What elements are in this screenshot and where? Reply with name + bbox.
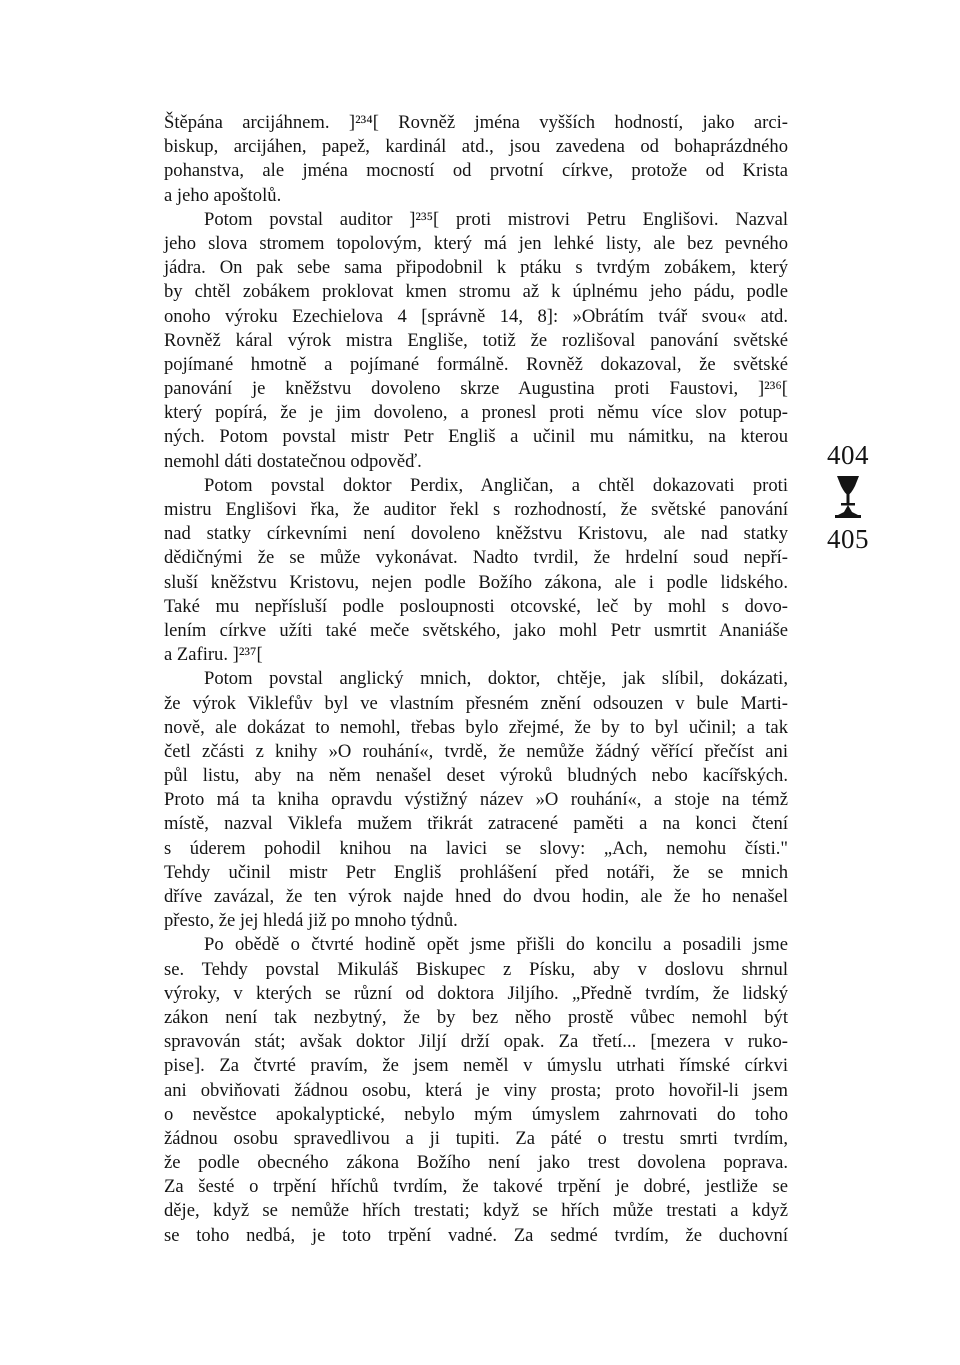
- text-line: sluší kněžstvu Kristovu, nejen podle Božího zákona, ale i podle lidského.: [164, 571, 788, 593]
- text-line: mistru Englišovi řka, že auditor řekl s rozhodností, že světské panování: [164, 499, 788, 520]
- text-line: se toho nedbá, je toto trpění vadné. Za sedmé tvrdím, že duchovní: [164, 1224, 788, 1246]
- margin-pagination: [818, 440, 878, 554]
- text-line: pise]. Za čtvrté pravím, že jsem neměl v úmyslu utrhati římské církvi: [164, 1055, 788, 1077]
- text-line: výroky, v kterých se různí od doktora Jiljího. „Předně tvrdím, že lidský: [164, 982, 788, 1004]
- text-line: se. Tehdy povstal Mikuláš Biskupec z Písku, aby v doslovu shrnul: [164, 958, 788, 980]
- text-line: Po obědě o čtvrté hodině opět jsme přišli do koncilu a posadili jsme: [204, 934, 788, 956]
- text-line: dědičnými že se může vykonávat. Nadto tvrdil, že hrdelní soud nepří-: [164, 547, 788, 569]
- text-line: nad statky církevními není dovoleno kněžstvu Kristovu, ale nad statky: [164, 523, 788, 545]
- text-line: četl zčásti z knihy »O rouhání«, tvrdě, že nemůže žádný věřící přečíst ani: [164, 740, 788, 762]
- text-line: Štěpána arcijáhnem. ]²³⁴[ Rovněž jména vyšších hodností, jako arci-: [164, 112, 788, 133]
- text-line: který popírá, že je jim dovoleno, a pronesl proti němu více slov potup-: [164, 402, 788, 424]
- text-line: nemohl dáti dostatečnou odpověď.: [164, 450, 422, 472]
- text-line: ani obviňovati žádnou osobu, která je viny prosta; proto hovořil-li jsem: [164, 1079, 788, 1101]
- text-line: půl listu, aby na něm nenašel deset výroků bludných nebo kacířských.: [164, 765, 788, 787]
- text-line: Potom povstal doktor Perdix, Angličan, a chtěl dokazovati proti: [204, 474, 788, 496]
- text-line: o nevěstce apokalyptické, nebylo mým úmyslem zahrnovati do toho: [164, 1103, 788, 1125]
- body-text: [164, 111, 788, 1272]
- text-line: a Zafiru. ]²³⁷[: [164, 644, 263, 666]
- text-line: pojímané hmotně a pojímané formálně. Rovněž dokazoval, že světské: [164, 353, 788, 375]
- text-line: a jeho apoštolů.: [164, 184, 282, 206]
- text-line: onoho výroku Ezechielova 4 [správně 14, 8]: »Obrátím tvář svou« atd.: [164, 305, 788, 327]
- page-number-bottom: 405: [827, 524, 869, 554]
- text-line: žádnou osobu spravedlivou a ji tupiti. Za páté o trestu smrti tvrdím,: [164, 1127, 788, 1149]
- text-line: Rovněž káral výrok mistra Engliše, totiž že rozlišoval panování světské: [164, 329, 788, 351]
- text-line: Potom povstal anglický mnich, doktor, chtěje, jak slíbil, dokázati,: [204, 668, 788, 690]
- text-line: dříve zavázal, že ten výrok najde hned do dvou hodin, ale že ho nenašel: [164, 886, 788, 907]
- text-line: Tehdy učinil mistr Petr Engliš prohlášení před notáři, že se mnich: [164, 861, 788, 883]
- text-line: že výrok Viklefův byl ve vlastním přesném znění odsouzen v bule Marti-: [164, 692, 788, 714]
- text-line: pohanstva, ale jména mocností od prvotní církve, protože od Krista: [164, 160, 788, 182]
- text-line: Také mu nepřísluší podle posloupnosti otcovské, leč by mohl s dovo-: [164, 595, 788, 617]
- text-line: nově, ale dokázat to nemohl, třebas bylo zřejmé, že by to byl učinil; a tak: [164, 716, 788, 738]
- page-number-top: 404: [827, 440, 869, 470]
- text-line: s úderem pohodil knihou na lavici se slovy: „Ach, nemohu čísti.": [164, 837, 788, 859]
- text-line: jeho slova stromem topolovým, který má jen lehké listy, ale bez pevného: [164, 232, 788, 254]
- text-line: že podle obecného zákona Božího není jako trest dovolena poprava.: [164, 1152, 788, 1174]
- text-line: by chtěl zobákem proklovat kmen stromu až k úplnému jeho pádu, podle: [164, 281, 788, 303]
- text-line: lením církve užíti také meče světského, jako mohl Petr usmrtit Ananiáše: [164, 619, 788, 641]
- text-line: místě, nazval Viklefa mužem třikrát zatracené paměti a na konci čtení: [164, 813, 788, 835]
- text-line: panování je kněžstvu dovoleno skrze Augustina proti Faustovi, ]²³⁶[: [164, 378, 788, 400]
- text-line: jádra. On pak sebe sama připodobnil k ptáku s tvrdým zobákem, který: [164, 257, 788, 279]
- text-line: Potom povstal auditor ]²³⁵[ proti mistrovi Petru Englišovi. Nazval: [204, 208, 788, 230]
- text-line: přesto, že jej hledá již po mnoho týdnů.: [164, 910, 458, 932]
- text-line: Proto má ta kniha opravdu výstižný název »O rouhání«, a stoje na témž: [164, 789, 788, 811]
- text-line: [164, 1248, 788, 1272]
- text-line: biskup, arcijáhen, papež, kardinál atd., jsou zavedena od bohaprázdného: [164, 136, 788, 158]
- text-line: Za šesté o trpění hříchů tvrdím, že takové trpění je dobré, jestliže se: [164, 1176, 788, 1198]
- text-line: ných. Potom povstal mistr Petr Engliš a učinil mu námitku, na kterou: [164, 426, 788, 448]
- chalice-icon: [833, 474, 863, 520]
- text-line: děje, když se nemůže hřích trestati; když se hřích může trestati a když: [164, 1200, 788, 1222]
- text-line: spravován stát; avšak doktor Jiljí drží opak. Za třetí... [mezera v ruko-: [164, 1031, 788, 1053]
- text-line: zákon není tak nezbytný, že by bez něho prostě vůbec nemohl být: [164, 1006, 788, 1028]
